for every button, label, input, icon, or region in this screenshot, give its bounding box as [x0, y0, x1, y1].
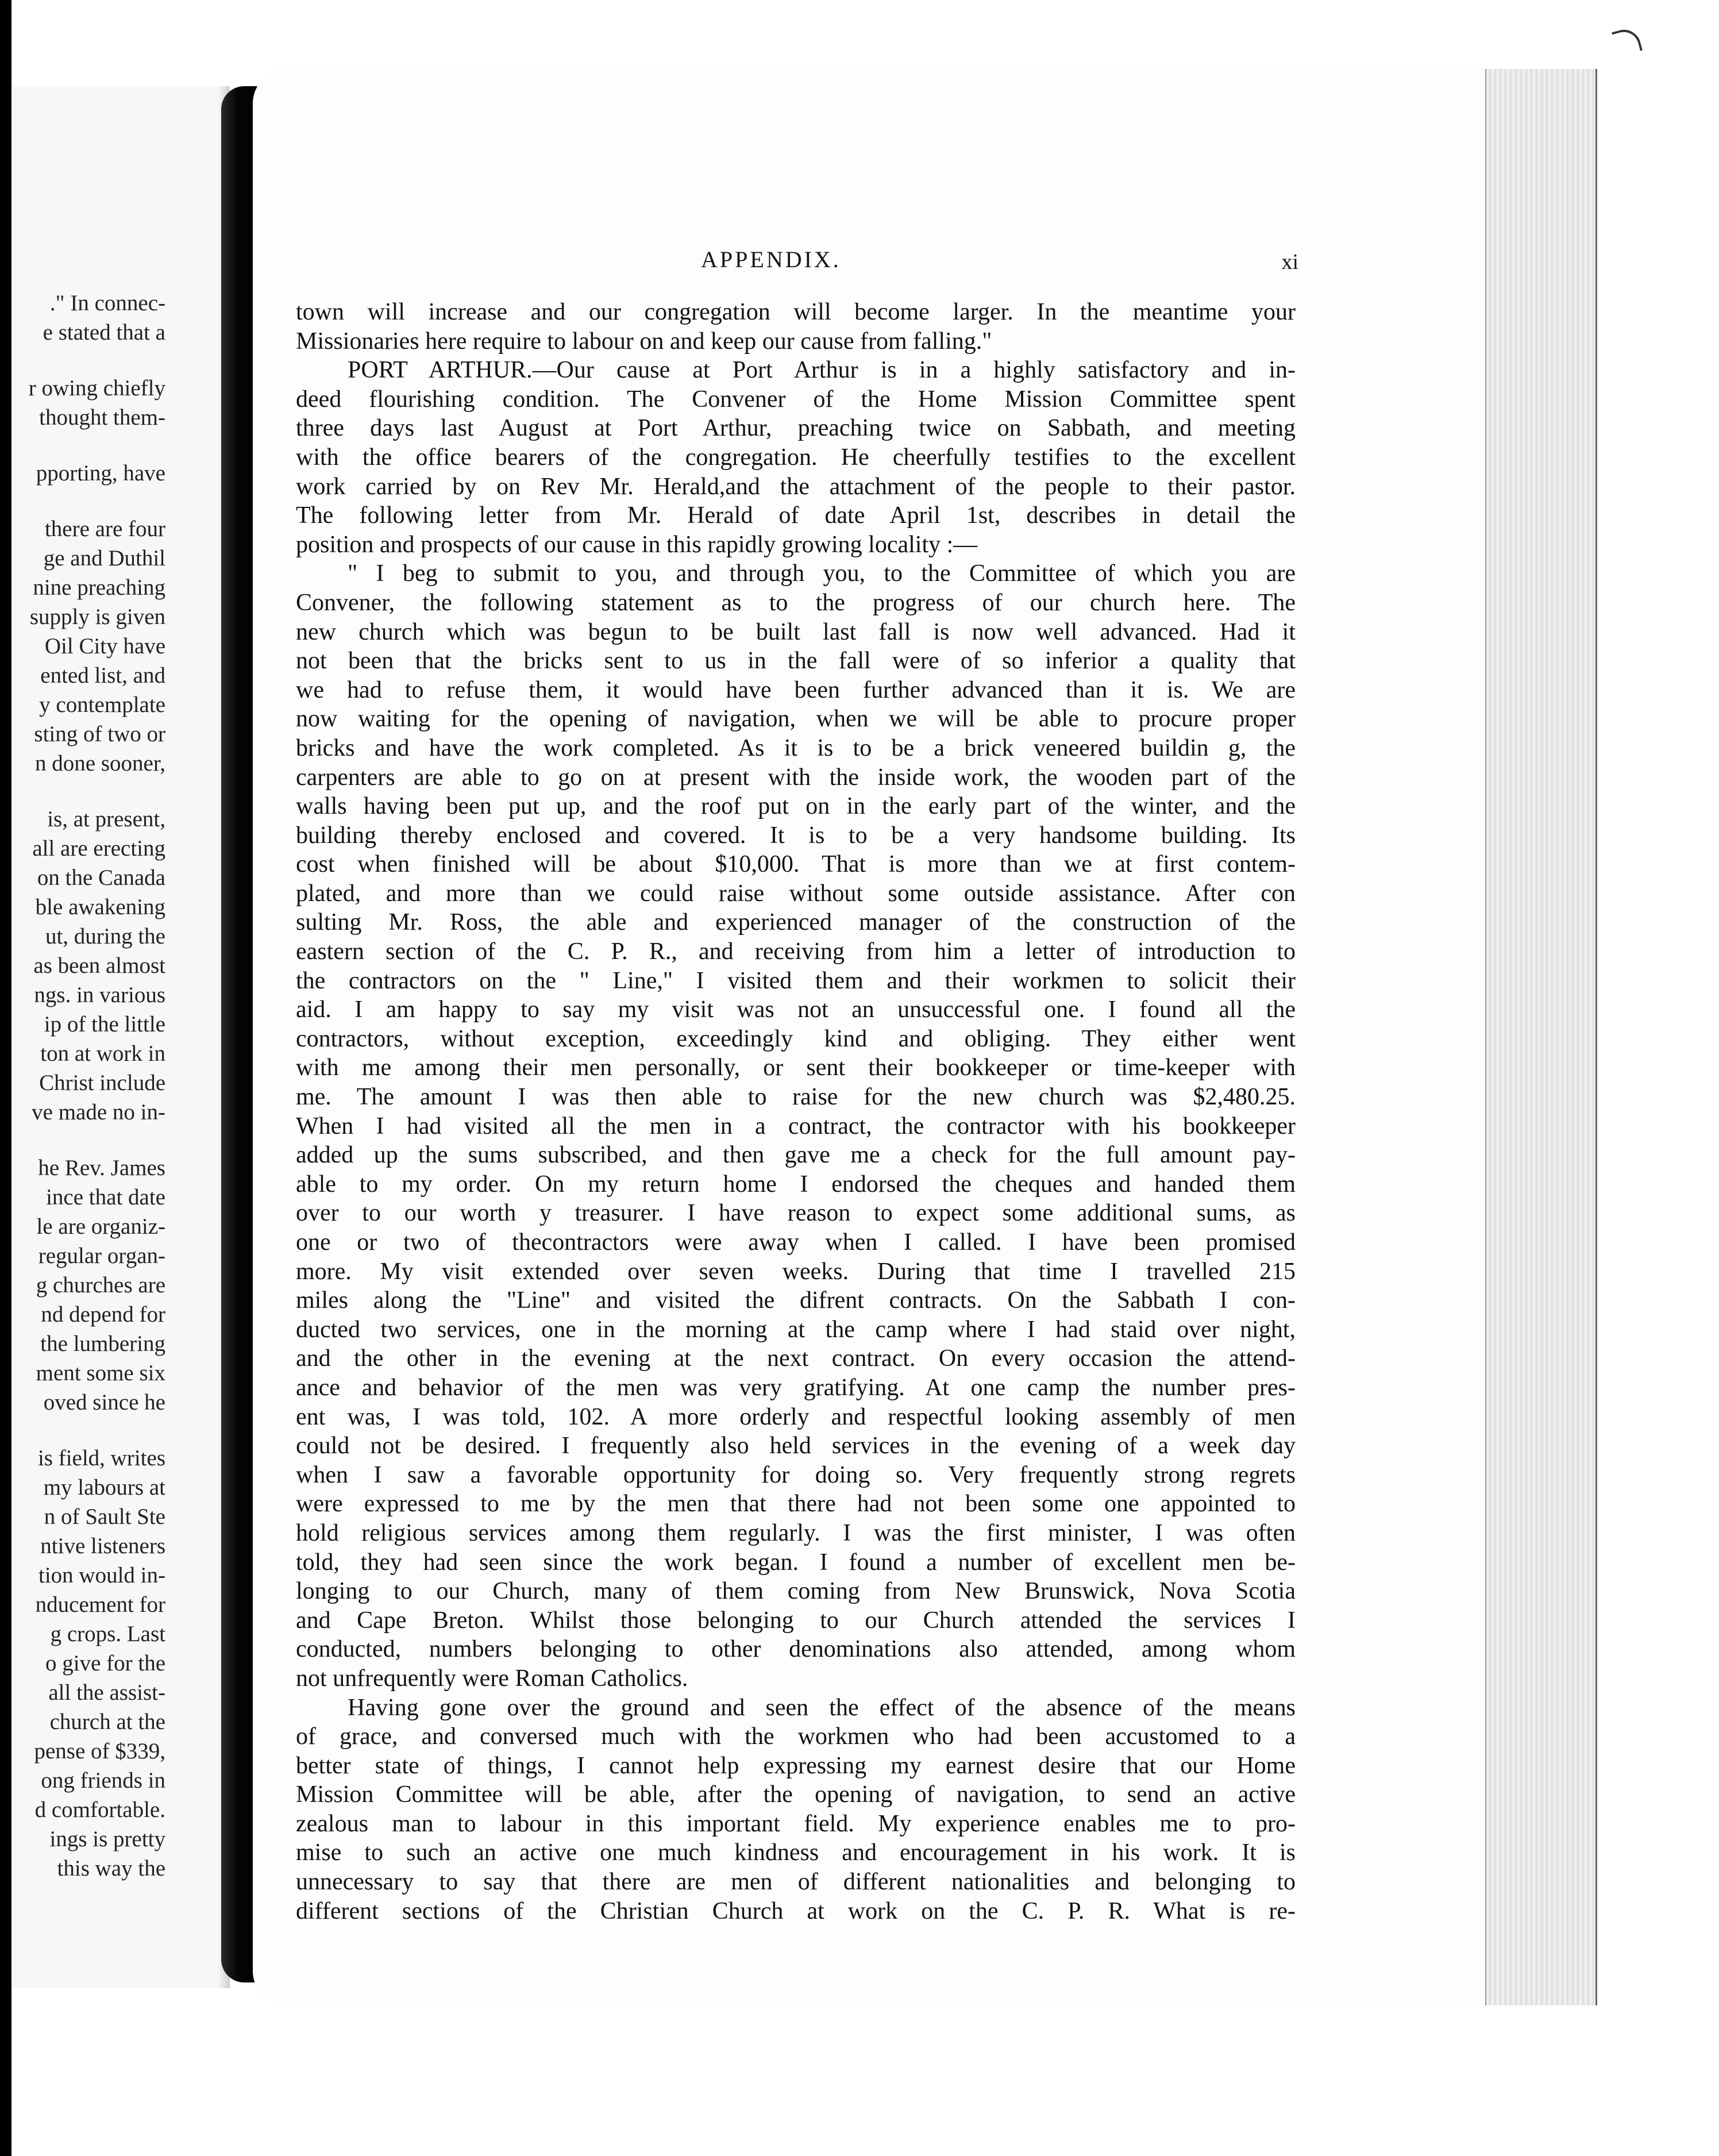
- text-line: sulting Mr. Ross, the able and experienced manager of the construction of the: [296, 909, 1296, 936]
- left-page-line: ." In connec-: [49, 291, 165, 315]
- text-line: building thereby enclosed and covered. It is to be a very handsome building. Its: [296, 822, 1296, 849]
- text-line: contractors, without exception, exceedingly kind and obliging. They either went: [296, 1025, 1296, 1052]
- left-page-line: y contemplate: [39, 692, 165, 717]
- left-page-text: [11, 288, 165, 1883]
- left-page-line: ntive listeners: [40, 1534, 165, 1558]
- text-line: When I had visited all the men in a contract, the contractor with his bookkeeper: [296, 1112, 1296, 1139]
- text-line: could not be desired. I frequently also held services in the evening of a week day: [296, 1433, 1296, 1460]
- text-line: Missionaries here require to labour on and keep our cause from falling.": [296, 328, 992, 355]
- text-line: walls having been put up, and the roof put on in the early part of the winter, and the: [296, 793, 1296, 820]
- text-line: conducted, numbers belonging to other denominations also attended, among whom: [296, 1636, 1296, 1663]
- text-line: added up the sums subscribed, and then gave me a check for the full amount pay-: [296, 1142, 1296, 1169]
- text-line: the contractors on the " Line," I visited them and their workmen to solicit their: [296, 967, 1296, 994]
- left-page-line: r owing chiefly: [28, 376, 165, 401]
- left-page-line: o give for the: [45, 1651, 165, 1676]
- text-line: of grace, and conversed much with the workmen who had been accustomed to a: [296, 1723, 1296, 1750]
- left-page-line: sting of two or: [34, 722, 165, 746]
- left-page-line: is field, writes: [37, 1446, 165, 1470]
- scan-border: [0, 0, 11, 2156]
- left-page-line: my labours at: [43, 1475, 165, 1500]
- paragraph-gap: [11, 1127, 165, 1153]
- text-line: ducted two services, one in the morning at the camp where I had staid over night,: [296, 1316, 1296, 1343]
- left-page-line: pense of $339,: [34, 1739, 165, 1764]
- corner-mark: [1612, 26, 1643, 57]
- text-line: we had to refuse them, it would have been further advanced than it is. We are: [296, 676, 1296, 703]
- left-page-line: thought them-: [39, 405, 165, 430]
- page-body: [296, 298, 1296, 1926]
- left-page-line: d comfortable.: [34, 1797, 165, 1822]
- paragraph-gap: [11, 347, 165, 374]
- text-line: over to our worth y treasurer. I have reason to expect some additional sums, as: [296, 1200, 1296, 1227]
- left-page-line: he Rev. James: [38, 1156, 165, 1180]
- left-page-line: regular organ-: [38, 1243, 165, 1268]
- left-page-line: ge and Duthil: [43, 546, 165, 571]
- text-line: deed flourishing condition. The Convener of the Home Mission Committee spent: [296, 386, 1296, 413]
- left-page-line: le are organiz-: [36, 1214, 165, 1239]
- left-page-line: Oil City have: [44, 634, 165, 659]
- left-page-line: ment some six: [36, 1361, 165, 1385]
- text-line: " I beg to submit to you, and through you, to the Committee of which you are: [348, 560, 1296, 587]
- left-page-line: tion would in-: [38, 1563, 165, 1588]
- page-header: [299, 246, 1298, 280]
- left-page-line: ented list, and: [40, 663, 165, 688]
- left-page-line: nducement for: [35, 1592, 165, 1617]
- text-line: work carried by on Rev Mr. Herald,and the attachment of the people to their pastor.: [296, 473, 1296, 500]
- text-line: eastern section of the C. P. R., and receiving from him a letter of introduction to: [296, 938, 1296, 965]
- left-page-line: all are erecting: [32, 836, 165, 861]
- text-line: me. The amount I was then able to raise for the new church was $2,480.25.: [296, 1084, 1296, 1111]
- text-line: unnecessary to say that there are men of different nationalities and belonging to: [296, 1869, 1296, 1896]
- left-page-line: on the Canada: [37, 865, 165, 890]
- text-line: bricks and have the work completed. As it is to be a brick veneered buildin g, the: [296, 734, 1296, 761]
- left-page-line: ve made no in-: [32, 1100, 165, 1125]
- text-line: ance and behavior of the men was very gratifying. At one camp the number pres-: [296, 1374, 1296, 1401]
- text-line: three days last August at Port Arthur, preaching twice on Sabbath, and meeting: [296, 415, 1296, 442]
- left-page-line: ble awakening: [35, 895, 165, 919]
- text-line: town will increase and our congregation will become larger. In the meantime your: [296, 299, 1296, 325]
- left-page-line: ince that date: [46, 1185, 165, 1210]
- left-page-line: ut, during the: [45, 924, 165, 949]
- text-line: zealous man to labour in this important field. My experience enables me to pro-: [296, 1810, 1296, 1837]
- text-line: and the other in the evening at the next contract. On every occasion the attend-: [296, 1345, 1296, 1372]
- left-page: [11, 86, 230, 1988]
- left-page-line: ong friends in: [41, 1768, 165, 1793]
- left-page-line: ings is pretty: [49, 1827, 165, 1851]
- left-page-line: ton at work in: [40, 1041, 165, 1066]
- left-page-line: ngs. in various: [34, 983, 165, 1007]
- text-line: position and prospects of our cause in this rapidly growing locality :—: [296, 531, 978, 558]
- text-line: Having gone over the ground and seen the effect of the absence of the means: [348, 1694, 1296, 1721]
- text-line: longing to our Church, many of them coming from New Brunswick, Nova Scotia: [296, 1578, 1296, 1605]
- paragraph-gap: [11, 488, 165, 514]
- text-line: miles along the "Line" and visited the difrent contracts. On the Sabbath I con-: [296, 1287, 1296, 1314]
- page-number: xi: [1281, 250, 1298, 274]
- text-line: aid. I am happy to say my visit was not an unsuccessful one. I found all the: [296, 996, 1296, 1023]
- text-line: Mission Committee will be able, after the opening of navigation, to send an active: [296, 1781, 1296, 1808]
- paragraph-gap: [11, 778, 165, 804]
- text-line: not been that the bricks sent to us in the fall were of so inferior a quality that: [296, 648, 1296, 675]
- text-line: carpenters are able to go on at present with the inside work, the wooden part of the: [296, 764, 1296, 791]
- left-page-line: supply is given: [29, 605, 165, 629]
- text-line: more. My visit extended over seven weeks. During that time I travelled 215: [296, 1258, 1296, 1285]
- text-line: better state of things, I cannot help expressing my earnest desire that our Home: [296, 1752, 1296, 1779]
- left-page-line: n of Sault Ste: [44, 1504, 165, 1529]
- text-line: were expressed to me by the men that there had not been some one appointed to: [296, 1491, 1296, 1518]
- text-line: The following letter from Mr. Herald of date April 1st, describes in detail the: [296, 502, 1296, 529]
- text-line: cost when finished will be about $10,000. That is more than we at first contem-: [296, 851, 1296, 878]
- left-page-line: ip of the little: [44, 1012, 165, 1037]
- text-line: when I saw a favorable opportunity for doing so. Very frequently strong regrets: [296, 1461, 1296, 1488]
- text-line: hold religious services among them regularly. I was the first minister, I was often: [296, 1519, 1296, 1546]
- text-line: one or two of thecontractors were away when I called. I have been promised: [296, 1229, 1296, 1256]
- text-line: plated, and more than we could raise without some outside assistance. After con: [296, 880, 1296, 907]
- text-line: Convener, the following statement as to the progress of our church here. The: [296, 589, 1296, 616]
- left-page-line: g churches are: [36, 1273, 165, 1298]
- text-line: ent was, I was told, 102. A more orderly and respectful looking assembly of men: [296, 1403, 1296, 1430]
- left-page-line: g crops. Last: [50, 1622, 165, 1646]
- text-line: with the office bearers of the congregation. He cheerfully testifies to the excellent: [296, 444, 1296, 471]
- text-line: mise to such an active one much kindness and encouragement in his work. It is: [296, 1839, 1296, 1866]
- paragraph-gap: [11, 1417, 165, 1443]
- text-line: new church which was begun to be built last fall is now well advanced. Had it: [296, 618, 1296, 645]
- left-page-line: all the assist-: [48, 1680, 165, 1705]
- text-line: different sections of the Christian Church at work on the C. P. R. What is re-: [296, 1897, 1296, 1924]
- left-page-line: as been almost: [33, 953, 165, 978]
- left-page-line: pporting, have: [36, 461, 165, 486]
- left-page-line: e stated that a: [43, 320, 165, 345]
- left-page-line: n done sooner,: [35, 751, 165, 776]
- left-page-line: nd depend for: [41, 1302, 165, 1327]
- left-page-line: church at the: [49, 1710, 165, 1734]
- text-line: with me among their men personally, or sent their bookkeeper or time-keeper with: [296, 1054, 1296, 1081]
- running-title: APPENDIX.: [701, 247, 841, 272]
- left-page-line: oved since he: [43, 1390, 165, 1415]
- left-page-line: is, at present,: [47, 807, 165, 831]
- left-page-line: Christ include: [39, 1071, 165, 1095]
- left-page-line: the lumbering: [40, 1331, 165, 1356]
- left-page-line: nine preaching: [33, 575, 165, 600]
- text-line: PORT ARTHUR.—Our cause at Port Arthur is in a highly satisfactory and in-: [348, 357, 1296, 384]
- paragraph-gap: [11, 432, 165, 459]
- page-edges: [1485, 69, 1597, 2005]
- left-page-line: there are four: [44, 517, 165, 541]
- text-line: not unfrequently were Roman Catholics.: [296, 1665, 688, 1692]
- text-line: told, they had seen since the work began. I found a number of excellent men be-: [296, 1549, 1296, 1576]
- left-page-line: this way the: [57, 1856, 165, 1881]
- text-line: able to my order. On my return home I endorsed the cheques and handed them: [296, 1171, 1296, 1198]
- text-line: now waiting for the opening of navigation, when we will be able to procure proper: [296, 706, 1296, 733]
- text-line: and Cape Breton. Whilst those belonging to our Church attended the services I: [296, 1607, 1296, 1634]
